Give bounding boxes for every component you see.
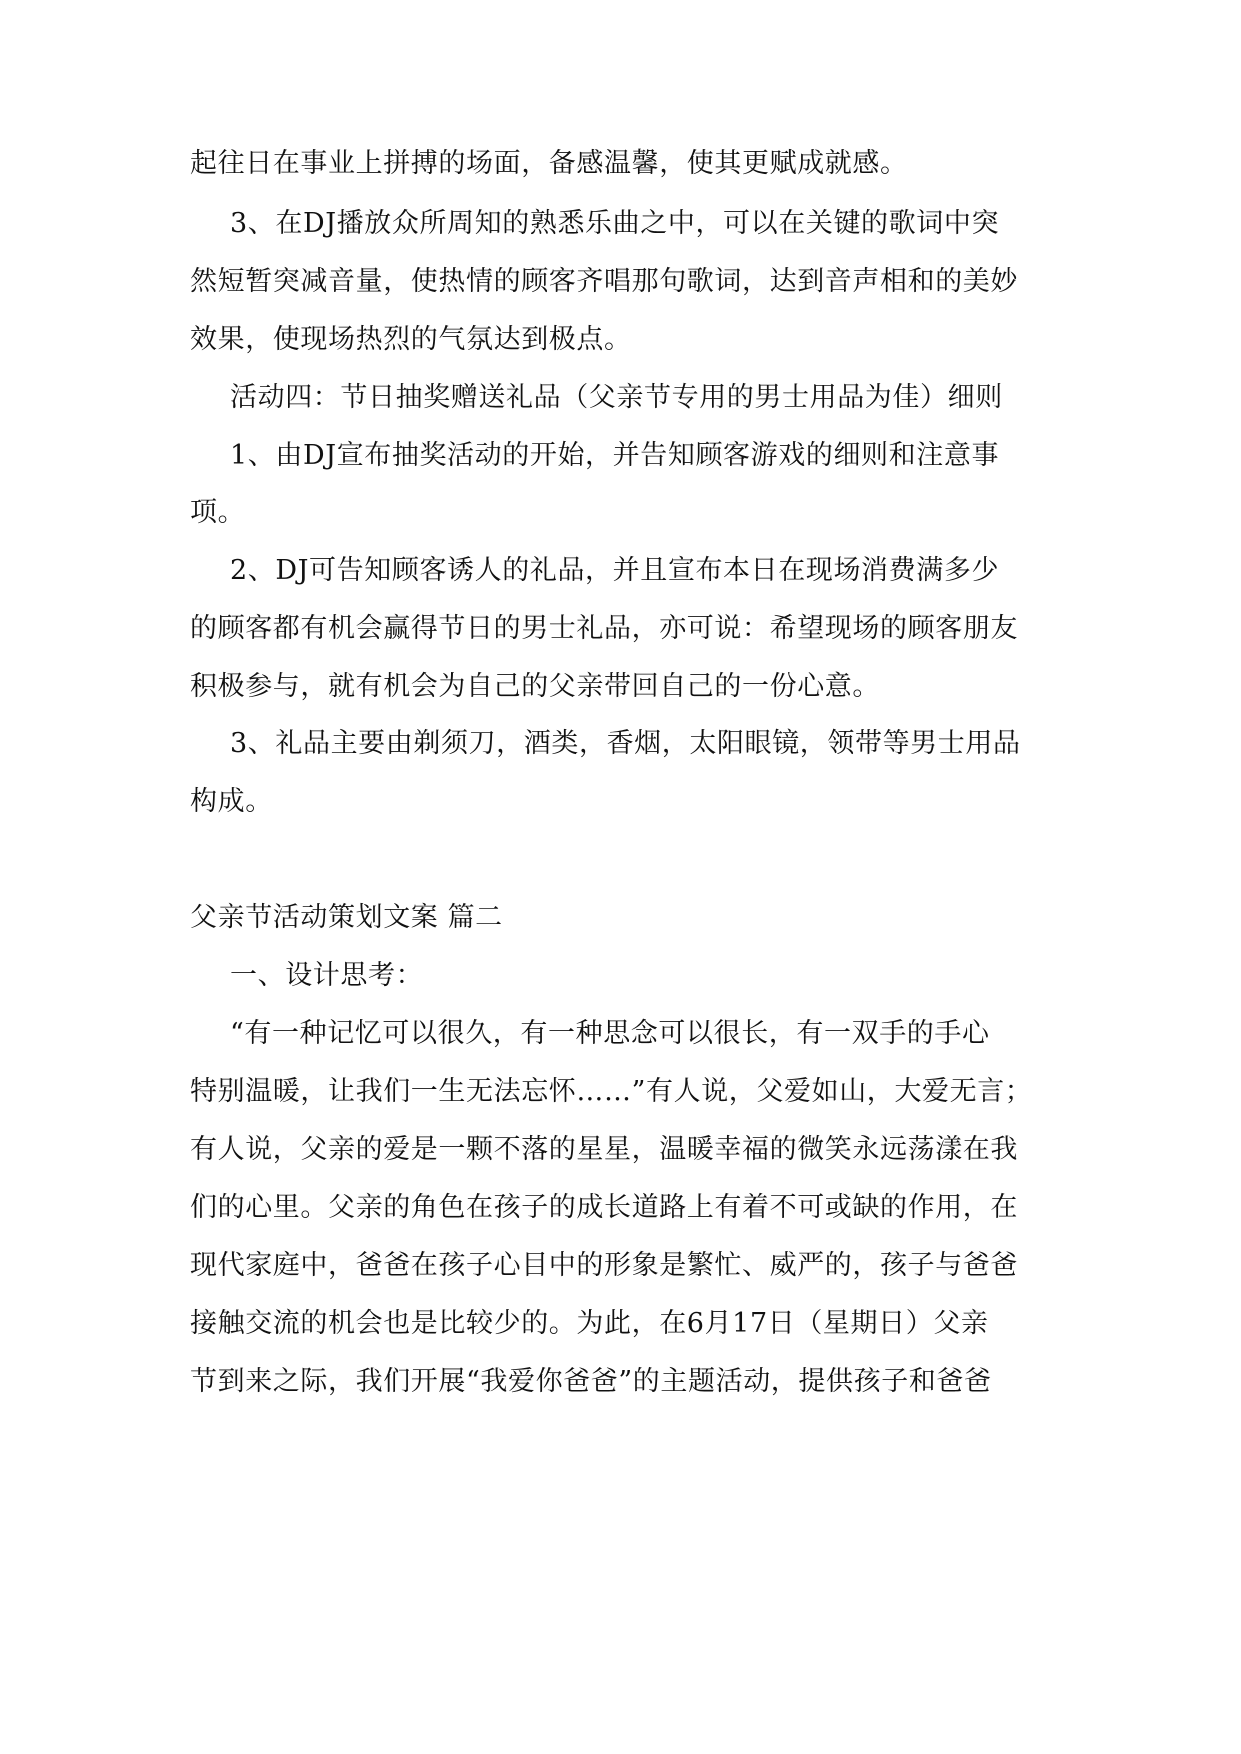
article-title: 父亲节活动策划文案 篇二 (190, 902, 503, 933)
text-line: 效果，使现场热烈的气氛达到极点。 (190, 324, 632, 355)
text-line: 构成。 (190, 786, 273, 817)
text-line: 积极参与，就有机会为自己的父亲带回自己的一份心意。 (190, 671, 880, 702)
text-line: 接触交流的机会也是比较少的。为此，在6月17日（星期日）父亲 (190, 1308, 989, 1339)
text-line: 1、由DJ宣布抽奖活动的开始，并告知顾客游戏的细则和注意事 (230, 440, 1000, 471)
section-heading: 一、设计思考： (230, 960, 424, 991)
text-line: 然短暂突减音量，使热情的顾客齐唱那句歌词，达到音声相和的美妙 (190, 266, 1018, 297)
text-line: 节到来之际，我们开展“我爱你爸爸”的主题活动，提供孩子和爸爸 (190, 1366, 992, 1397)
text-line: 项。 (190, 497, 246, 528)
text-line: 的顾客都有机会赢得节日的男士礼品，亦可说：希望现场的顾客朋友 (190, 613, 1018, 644)
section-heading: 活动四：节日抽奖赠送礼品（父亲节专用的男士用品为佳）细则 (230, 382, 1003, 413)
text-line: 现代家庭中，爸爸在孩子心目中的形象是繁忙、威严的，孩子与爸爸 (190, 1250, 1018, 1281)
text-line: 3、在DJ播放众所周知的熟悉乐曲之中，可以在关键的歌词中突 (230, 208, 1000, 239)
text-line: 2、DJ可告知顾客诱人的礼品，并且宣布本日在现场消费满多少 (230, 555, 1000, 586)
text-line: 有人说，父亲的爱是一颗不落的星星，温暖幸福的微笑永远荡漾在我 (190, 1134, 1018, 1165)
text-line: “有一种记忆可以很久，有一种思念可以很长，有一双手的手心 (230, 1018, 990, 1049)
text-line: 3、礼品主要由剃须刀，酒类，香烟，太阳眼镜，领带等男士用品 (230, 728, 1021, 759)
text-line: 起往日在事业上拼搏的场面，备感温馨，使其更赋成就感。 (190, 148, 908, 179)
text-line: 们的心里。父亲的角色在孩子的成长道路上有着不可或缺的作用，在 (190, 1192, 1018, 1223)
text-line: 特别温暖，让我们一生无法忘怀……”有人说，父爱如山，大爱无言； (190, 1076, 1033, 1107)
